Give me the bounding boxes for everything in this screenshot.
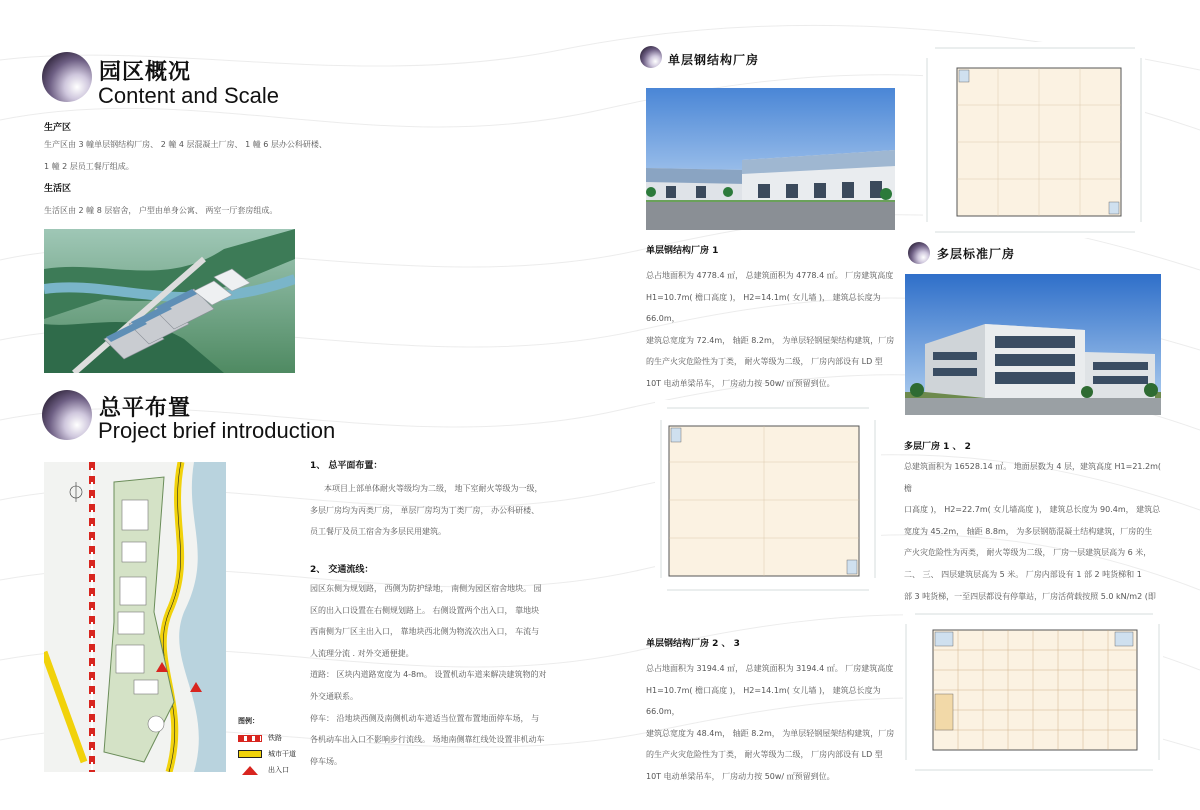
living-heading: 生活区 [44,184,72,194]
block2-line: 总占地面积为 3194.4 ㎡， 总建筑面积为 3194.4 ㎡。 厂房建筑高度 [646,664,894,673]
legend-title: 图例： [238,717,259,725]
single-storey-factory-photo [646,88,895,230]
living-text: 生活区由 2 幢 8 层宿舍， 户型由单身公寓、 两室一厅套房组成。 [44,206,278,215]
multi-storey-factory-photo [905,274,1161,415]
multi-storey-sphere [908,242,930,264]
layout-section1-heading: 1、 总平面布置： [310,461,383,471]
content-scale-title-cn: 园区概况 [99,60,192,85]
layout-section2-line: 停车场。 [310,756,342,766]
multi-line: 总建筑面积为 16528.14 ㎡。 地面层数为 4 层，建筑高度 H1=21.2m( 檐 [904,462,1162,493]
block1-line: 建筑总宽度为 72.4m， 轴距 8.2m， 为单层轻钢屋架结构建筑，厂房 [646,335,895,345]
content-scale-title-en: Content and Scale [98,83,280,108]
railway-swatch-icon [238,735,262,742]
block1-line: 总占地面积为 4778.4 ㎡， 总建筑面积为 4778.4 ㎡。 厂房建筑高度 [646,271,894,280]
single-storey-block2-body [646,658,901,788]
multi-line: 二、 三、 四层建筑层高为 5 米。 厂房内部设有 1 部 2 吨货梯和 1 [904,569,1142,579]
layout-section1-line: 员工餐厅及员工宿舍为多层民用建筑。 [310,527,446,537]
block1-line: H1=10.7m( 檐口高度 )， H2=14.1m( 女儿墙 )， 建筑总长度为 66.0m， [646,292,881,324]
block2-line: 的生产火灾危险性为丁类， 耐火等级为二级， 厂房内部设有 LD 型 [646,750,883,760]
production-heading: 生产区 [44,123,72,133]
road-swatch-icon [238,750,262,758]
layout-title-cn: 总平布置 [99,396,192,421]
layout-section2-line: 区的出入口设置在右侧规划路上。 右侧设置两个出入口， 靠地块 [310,605,540,615]
layout-section2-body [310,578,560,772]
single-storey-block2-heading: 单层钢结构厂房 2 、 3 [646,639,740,649]
single-storey-1-floor-plan [923,42,1145,238]
layout-section1-body [310,478,560,543]
layout-section2-line: 园区东侧为规划路， 西侧为防护绿地， 南侧为园区宿舍地块。 园 [310,584,542,593]
multi-line: 部 3 吨货梯，一至四层都设有停靠站，厂房活荷载按照 5.0 kN/m2 (即 [904,591,1156,601]
legend-row-entrance [238,762,308,778]
production-text-1: 生产区由 3 幢单层钢结构厂房、 2 幢 4 层混凝土厂房、 1 幢 6 层办公科研楼、 [44,140,327,149]
layout-section2-heading: 2、 交通流线： [310,565,374,575]
production-text-2: 1 幢 2 层员工餐厅组成。 [44,162,134,171]
single-storey-title: 单层钢结构厂房 [668,53,760,67]
title-sphere-decoration-2 [42,390,92,440]
block1-line: 10T 电动单梁吊车， 厂房动力按 50w/ ㎡预留到位。 [646,378,835,388]
site-plan-legend [238,716,308,778]
layout-section2-line: 外交通联系。 [310,691,358,701]
multi-line: 产火灾危险性为丙类， 耐火等级为二级， 厂房一层建筑层高为 6 米， [904,548,1152,558]
entrance-triangle-icon [238,766,262,775]
layout-section2-line: 西南侧为厂区主出入口， 靠地块西北侧为物流次出入口， 车流与 [310,627,540,637]
layout-section2-line: 人流理分流 . 对外交通便捷。 [310,648,414,658]
layout-section2-line: 各机动车出入口不影响步行流线。 场地南侧靠红线处设置非机动车 [310,735,545,745]
single-storey-block1-heading: 单层钢结构厂房 1 [646,246,719,256]
block2-line: 建筑总宽度为 48.4m， 轴距 8.2m， 为单层轻钢屋架结构建筑，厂房 [646,728,895,738]
layout-section1-line: 多层厂房均为丙类厂房， 单层厂房均为丁类厂房， 办公科研楼、 [310,505,540,515]
legend-entrance-label: 出入口 [268,766,289,774]
multi-storey-title: 多层标准厂房 [937,247,1016,261]
legend-railway-label: 铁路 [268,734,282,742]
single-storey-2-3-floor-plan [655,400,881,598]
legend-row-road [238,746,308,762]
multi-line: 口高度 )， H2=22.7m( 女儿墙高度 )， 建筑总长度为 90.4m， 建筑总 [904,505,1161,515]
multi-storey-floor-plan [903,610,1163,778]
title-sphere-decoration [42,52,92,102]
single-storey-sphere [640,46,662,68]
multi-storey-heading: 多层厂房 1 、 2 [904,442,971,452]
layout-title-en: Project brief introduction [98,418,336,443]
layout-section2-line: 道路： 区块内道路宽度为 4-8m。 设置机动车道来解决建筑物的对 [310,670,547,680]
multi-line: 宽度为 45.2m， 轴距 8.8m， 为多层钢筋混凝土结构建筑，厂房的生 [904,526,1153,536]
aerial-view-photo [44,229,295,373]
block2-line: H1=10.7m( 檐口高度 )， H2=14.1m( 女儿墙 )， 建筑总长度为 66.0m， [646,685,881,717]
layout-section1-line: 本项目上部单体耐火等级均为二级， 地下室耐火等级为一级， [324,484,543,493]
block2-line: 10T 电动单梁吊车， 厂房动力按 50w/ ㎡预留到位。 [646,771,835,781]
legend-row-railway [238,730,308,746]
block1-line: 的生产火灾危险性为丁类， 耐火等级为二级， 厂房内部设有 LD 型 [646,357,883,367]
site-plan-drawing [44,462,226,772]
single-storey-block1-body [646,265,901,395]
legend-road-label: 城市干道 [268,750,296,758]
layout-section2-line: 停车： 沿地块西侧及南侧机动车道适当位置布置地面停车场， 与 [310,713,540,723]
